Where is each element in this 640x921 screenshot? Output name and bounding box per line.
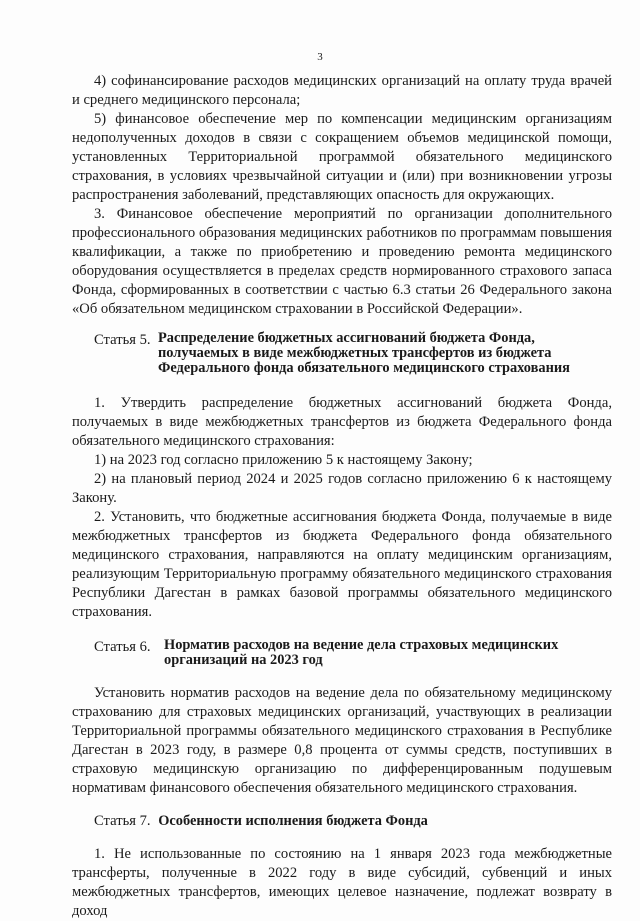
article-title: Распределение бюджетных ассигнований бюджета Фонда, получаемых в виде межбюджетных трансфертов из бюджета Федерального фонда обязательного медицинского страхования: [158, 330, 570, 376]
article-label: Статья 7.: [94, 813, 151, 829]
article-label: Статья 6.: [94, 639, 151, 655]
article-title: Особенности исполнения бюджета Фонда: [158, 813, 428, 829]
paragraph: Установить норматив расходов на ведение дела по обязательному медицинскому страхованию для страховых медицинских организаций, участвующих в реализации Территориальной программы обязательного медицинского страхования в Республике Дагестан в 2023 году, в размере 0,8 процента от суммы средств, поступивших в страховую медицинскую организацию по дифференцированным подушевым нормативам финансового обеспечения обязательного медицинского страхования.: [72, 685, 612, 796]
paragraph: 4) софинансирование расходов медицинских организаций на оплату труда врачей и среднего медицинского персонала;: [72, 73, 612, 108]
paragraph: 2) на плановый период 2024 и 2025 годов согласно приложению 6 к настоящему Закону.: [72, 471, 612, 506]
article-label: Статья 5.: [94, 332, 151, 348]
paragraph: 1. Не использованные по состоянию на 1 января 2023 года межбюджетные трансферты, полученные в 2022 году в виде субсидий, субвенций и иных межбюджетных трансфертов, имеющих целевое назначение, подлежат возврату в доход: [72, 846, 612, 919]
document-body: [72, 72, 612, 921]
paragraph: 1) на 2023 год согласно приложению 5 к настоящему Закону;: [94, 452, 473, 468]
article-7-heading: [72, 812, 612, 831]
article-title: Норматив расходов на ведение дела страховых медицинских организаций на 2023 год: [164, 637, 559, 668]
paragraph: 3. Финансовое обеспечение мероприятий по организации дополнительного профессионального образования медицинских работников по программам повышения квалификации, а также по приобретению и проведению ремонта медицинского оборудования осуществляется в пределах средств нормированного страхового запаса Фонда, сформированных в соответствии с частью 6.3 статьи 26 Федерального закона «Об обязательном медицинском страховании в Российской Федерации».: [72, 206, 612, 317]
article-5-heading: [72, 331, 612, 376]
article-6-heading: [72, 638, 612, 668]
page-number: 3: [317, 51, 323, 63]
paragraph: 5) финансовое обеспечение мер по компенсации медицинским организациям недополученных доходов в связи с сокращением объемов медицинской помощи, установленных Территориальной программой обязательного медицинского страхования, в условиях чрезвычайной ситуации и (или) при возникновении угрозы распространения заболеваний, представляющих опасность для окружающих.: [72, 111, 612, 203]
paragraph: 2. Установить, что бюджетные ассигнования бюджета Фонда, получаемые в виде межбюджетных трансфертов из бюджета Федерального фонда обязательного медицинского страхования, направляются на оплату медицинским организациям, реализующим Территориальную программу обязательного медицинского страхования Республики Дагестан в рамках базовой программы обязательного медицинского страхования.: [72, 509, 612, 620]
paragraph: 1. Утвердить распределение бюджетных ассигнований бюджета Фонда, получаемых в виде межбюджетных трансфертов из бюджета Федерального фонда обязательного медицинского страхования:: [72, 395, 612, 449]
